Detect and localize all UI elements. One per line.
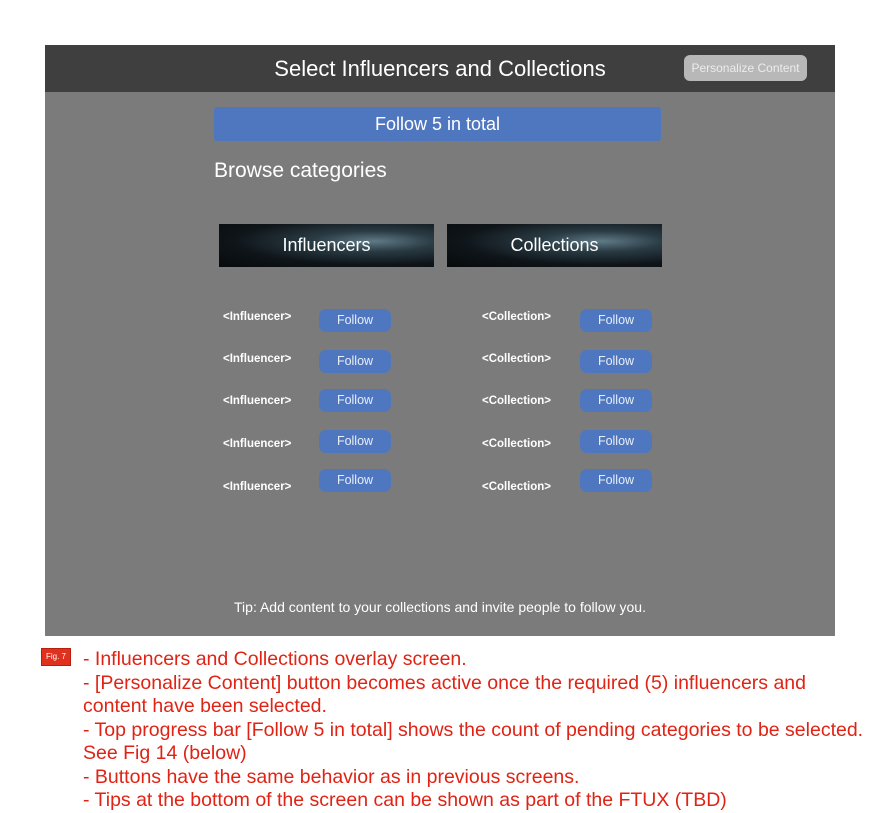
collection-name: <Collection> xyxy=(482,353,552,365)
follow-collection-button[interactable]: Follow xyxy=(580,430,652,453)
follow-collection-button[interactable]: Follow xyxy=(580,469,652,492)
influencer-name: <Influencer> xyxy=(223,353,292,365)
follow-influencer-button[interactable]: Follow xyxy=(319,469,391,492)
note-line: - Buttons have the same behavior as in previous screens. xyxy=(83,765,580,788)
influencer-name: <Influencer> xyxy=(223,438,292,450)
note-line: - [Personalize Content] button becomes active once the required (5) influencers and content have been selected. xyxy=(83,671,806,717)
collection-name: <Collection> xyxy=(482,481,552,493)
category-tile-influencers[interactable]: Influencers xyxy=(219,224,434,267)
collection-name: <Collection> xyxy=(482,395,552,407)
follow-collection-button[interactable]: Follow xyxy=(580,309,652,332)
influencer-name: <Influencer> xyxy=(223,481,292,493)
note-line: - Top progress bar [Follow 5 in total] shows the count of pending categories to be selected. See Fig 14 (below) xyxy=(83,718,864,764)
follow-influencer-button[interactable]: Follow xyxy=(319,389,391,412)
follow-collection-button[interactable]: Follow xyxy=(580,350,652,373)
header-bar xyxy=(45,45,835,92)
overlay-screen xyxy=(45,45,835,636)
follow-influencer-button[interactable]: Follow xyxy=(319,430,391,453)
category-tile-collections[interactable]: Collections xyxy=(447,224,662,267)
follow-collection-button[interactable]: Follow xyxy=(580,389,652,412)
collection-name: <Collection> xyxy=(482,311,552,323)
page-title: Select Influencers and Collections xyxy=(274,56,606,81)
annotation-notes xyxy=(83,648,873,813)
personalize-content-button[interactable]: Personalize Content xyxy=(684,55,807,81)
note-line: - Influencers and Collections overlay screen. xyxy=(83,648,467,670)
follow-influencer-button[interactable]: Follow xyxy=(319,350,391,373)
tip-text: Tip: Add content to your collections and invite people to follow you. xyxy=(234,599,646,615)
browse-categories-heading: Browse categories xyxy=(214,159,387,182)
figure-badge: Fig. 7 xyxy=(41,648,71,666)
influencer-name: <Influencer> xyxy=(223,311,292,323)
note-line: - Tips at the bottom of the screen can be shown as part of the FTUX (TBD) xyxy=(83,789,727,811)
follow-progress-bar: Follow 5 in total xyxy=(214,107,661,141)
collection-name: <Collection> xyxy=(482,438,552,450)
influencer-name: <Influencer> xyxy=(223,395,292,407)
follow-influencer-button[interactable]: Follow xyxy=(319,309,391,332)
